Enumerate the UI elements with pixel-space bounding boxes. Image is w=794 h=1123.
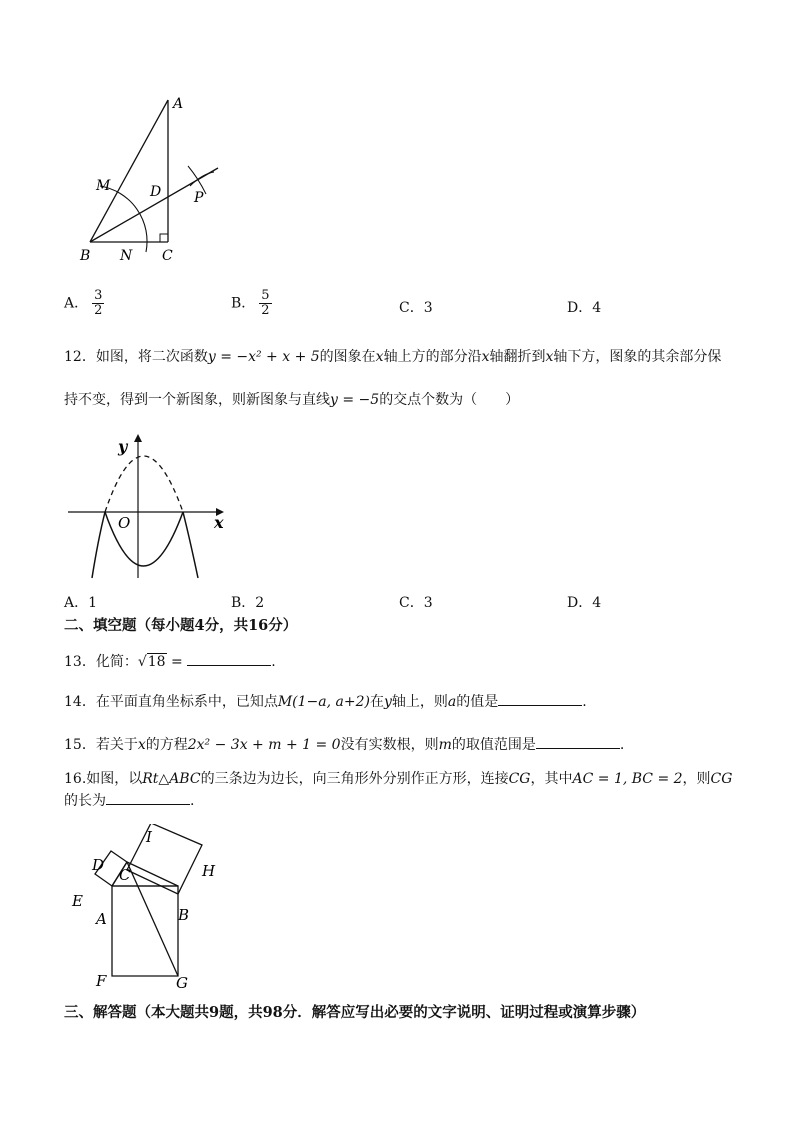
equation: y = −x² + x + 5: [207, 349, 320, 365]
segment-cg: CG: [508, 771, 531, 787]
text: 16.如图，以: [64, 771, 143, 787]
fraction-denominator: 2: [261, 303, 270, 318]
label-i: I: [146, 828, 152, 846]
left-branch: [92, 512, 105, 578]
section-2-heading: 二、填空题（每小题4分，共16分）: [64, 617, 298, 634]
option-a-label: A．: [64, 295, 89, 312]
q12-option-b[interactable]: B．2: [231, 595, 265, 611]
section-3-heading: 三、解答题（本大题共9题，共98分．解答应写出必要的文字说明、证明过程或演算步骤）: [64, 1004, 646, 1021]
answer-blank[interactable]: [187, 651, 271, 666]
answer-blank[interactable]: [536, 734, 620, 749]
text: ，其中: [530, 771, 573, 787]
text: 的三条边为边长，向三角形外分别作正方形，连接: [200, 771, 509, 787]
label-f: F: [96, 972, 107, 990]
var-m: m: [438, 737, 452, 753]
label-g: G: [176, 974, 188, 992]
text: 轴下方，图象的其余部分保: [553, 349, 722, 365]
label-h: H: [202, 862, 216, 880]
q11-option-c[interactable]: C．3: [399, 300, 433, 316]
label-y: y: [118, 437, 128, 456]
var-x: x: [375, 349, 384, 365]
label-d: D: [150, 184, 162, 200]
figure-q12: [66, 430, 236, 580]
q11-option-b[interactable]: [231, 289, 272, 318]
answer-blank[interactable]: [498, 691, 582, 706]
equation: AC = 1, BC = 2: [572, 771, 683, 787]
var-x: x: [137, 737, 146, 753]
q12-option-c[interactable]: C．3: [399, 595, 433, 611]
equation: y = −5: [330, 392, 380, 408]
label-x: x: [214, 513, 224, 532]
label-a: A: [96, 910, 107, 928]
q12-option-d[interactable]: D．4: [567, 595, 602, 611]
label-a: A: [173, 96, 184, 112]
text: 13．化简：: [64, 654, 138, 670]
text: 轴翻折到: [489, 349, 546, 365]
label-c: C: [119, 866, 131, 884]
text: 的图象在: [319, 349, 376, 365]
figure-q16: [66, 824, 226, 994]
var-y: y: [383, 694, 392, 710]
equation: 2x² − 3x + m + 1 = 0: [187, 737, 341, 753]
y-axis-arrow: [134, 434, 142, 442]
equals: =: [171, 654, 183, 670]
segment-cg: CG: [710, 771, 733, 787]
var-x: x: [481, 349, 490, 365]
q11-option-d[interactable]: D．4: [567, 300, 602, 316]
period: .: [619, 737, 625, 753]
q13: [64, 651, 276, 671]
q12-option-a[interactable]: A．1: [64, 595, 98, 611]
text: 12．如图，将二次函数: [64, 349, 208, 365]
square-ab: [112, 886, 178, 976]
right-branch: [183, 512, 198, 578]
period: .: [271, 654, 276, 670]
text: 的取值范围是: [451, 737, 536, 753]
label-o: O: [118, 514, 131, 532]
label-b: B: [178, 906, 190, 924]
text: 14．在平面直角坐标系中，已知点: [64, 694, 278, 710]
label-e: E: [72, 892, 83, 910]
text: 没有实数根，则: [340, 737, 439, 753]
q12-line1: [64, 346, 721, 366]
radicand: 18: [147, 654, 166, 670]
q16-line1: [64, 768, 732, 788]
label-n: N: [120, 248, 133, 264]
text: 在: [369, 694, 384, 710]
q14: [64, 691, 587, 711]
point-m: M(1−a, a+2): [277, 694, 370, 710]
q12-line2: [64, 389, 519, 409]
text: 的方程: [145, 737, 188, 753]
text: 的值是: [456, 694, 499, 710]
right-angle-mark: [160, 234, 168, 242]
label-c: C: [162, 248, 173, 264]
text: 15．若关于: [64, 737, 138, 753]
segment-cg: [127, 862, 178, 976]
text: ，则: [682, 771, 711, 787]
text: 的长为: [64, 793, 106, 809]
label-b: B: [80, 248, 91, 264]
fraction-denominator: 2: [94, 303, 103, 318]
sqrt-18: √18: [137, 654, 166, 670]
text: 的交点个数为（ ）: [379, 392, 520, 408]
fraction-5-2: [259, 289, 271, 318]
option-b-label: B．: [231, 295, 256, 312]
period: .: [190, 793, 195, 809]
text: 轴上方的部分沿: [383, 349, 482, 365]
fraction-numerator: 3: [94, 288, 103, 303]
text: 持不变，得到一个新图象，则新图象与直线: [64, 392, 330, 408]
label-p: P: [194, 190, 204, 206]
text: 轴上，则: [391, 694, 448, 710]
period: .: [582, 694, 587, 710]
answer-blank[interactable]: [106, 790, 190, 805]
label-m: M: [96, 178, 111, 194]
label-d: D: [92, 856, 105, 874]
square-bc: [127, 824, 202, 894]
fraction-3-2: [92, 289, 104, 318]
var-x: x: [545, 349, 554, 365]
reflected-parabola: [105, 512, 183, 566]
triangle: Rt△ABC: [142, 771, 201, 787]
figure-q11: [70, 90, 230, 270]
q11-option-a[interactable]: [64, 289, 104, 318]
q16-line2: [64, 790, 194, 810]
segment-ab: [90, 100, 168, 242]
dashed-parabola: [105, 456, 183, 512]
q15: [64, 734, 624, 754]
fraction-numerator: 5: [261, 288, 270, 303]
var-a: a: [447, 694, 457, 710]
